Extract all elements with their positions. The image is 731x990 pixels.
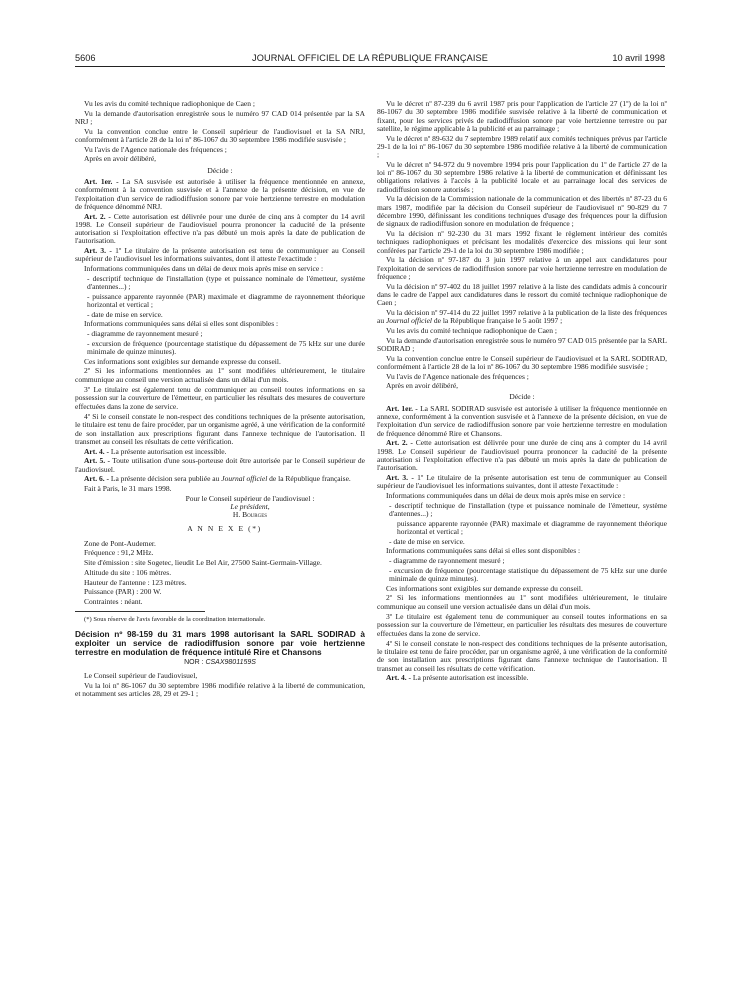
ordinal-paragraph: 4º Si le conseil constate le non-respect des conditions techniques de la présente autorisation, le titulaire est tenu de faire procéder, par un organisme agréé, à une vérification de la conformité de son installation aux prescriptions figurant dans l'annexe technique de l'autorisation. Il transmet au conseil les résultats de cette vérification. [377, 638, 667, 673]
header-rule [75, 66, 665, 67]
signatory-name: H. Bourges [232, 510, 268, 520]
visa-text: Vu la décision nº 97-414 du 22 juillet 1997 relative à la publication de la liste des fréquences au [377, 307, 667, 326]
list-item: - excursion de fréquence (pourcentage statistique du dépassement de 75 kHz sur une durée minimale de quinze minutes). [87, 338, 365, 357]
annexe-line: Hauteur de l'antenne : 123 mètres. [84, 577, 187, 587]
signature-line: Pour le Conseil supérieur de l'audiovisuel : [185, 493, 315, 503]
article-4 [75, 448, 365, 456]
annexe-line: Altitude du site : 106 mètres. [84, 567, 172, 577]
annexe-line: Site d'émission : site Sogetec, lieudit Le Bel Air, 27500 Saint-Germain-Village. [84, 558, 322, 568]
article-text: Cette autorisation est délivrée pour une durée de cinq ans à compter du 14 avril 1998. Le Conseil supérieur de l'audiovisuel pourra prononcer la caducité de la présente autorisation si l'exploitation effective n'a pas débuté un mois après la date de publication de l'autorisation. [75, 211, 365, 246]
visa-paragraph: Vu le décret nº 87-239 du 6 avril 1987 pris pour l'application de l'article 27 (1º) de la loi nº 86-1067 du 30 septembre 1986 modifiée susvisée relative à la liberté de communication et fixant, pour les services privés de radiodiffusion sonore par voie hertzienne terrestre ou par satellite, le régime applicable à la publicité et au parrainage ; [377, 100, 667, 133]
visa-paragraph: Vu la loi nº 86-1067 du 30 septembre 1986 modifiée relative à la liberté de communication, et notamment ses articles 28, 29 et 29-1 ; [75, 680, 365, 698]
article-text: La SARL SODIRAD susvisée est autorisée à utiliser la fréquence mentionnée en annexe, conformément à la convention susvisée et à l'annexe de la présente décision, en vue de l'exploitation d'un service de radiodiffusion sonore par voie hertzienne terrestre en modulation de fréquence dénommé Rire et Chansons. [377, 403, 667, 438]
article-5 [75, 457, 365, 474]
decide-heading: Décide : [207, 165, 233, 175]
journal-reference: Journal officiel [385, 316, 433, 326]
decide-heading: Décide : [509, 392, 535, 402]
list-item: - diagramme de rayonnement mesuré ; [87, 329, 203, 339]
ordinal-paragraph: 2º Si les informations mentionnées au 1º sont modifiées ultérieurement, le titulaire communique au conseil une version actualisée dans un délai d'un mois. [75, 366, 365, 384]
list-item: - date de mise en service. [389, 536, 465, 546]
visa-paragraph: Vu la demande d'autorisation enregistrée sous le numéro 97 CAD 014 présentée par la SA NRJ ; [75, 108, 365, 126]
article-text: La présente autorisation est incessible. [109, 446, 227, 456]
visa-paragraph: Vu l'avis de l'Agence nationale des fréquences ; [84, 144, 227, 154]
visa-paragraph: Vu la décision nº 92-230 du 31 mars 1992 fixant le règlement intérieur des comités techniques radiophoniques et précisant les modalités d'exercice des missions qui leur sont conférées par l'article 29-1 de la loi du 30 septembre 1986 modifiée ; [377, 229, 667, 255]
visa-paragraph: Après en avoir délibéré, [84, 154, 157, 164]
nor-code: CSAX9801159S [205, 658, 256, 666]
article-label: Art. 3. - [386, 472, 414, 482]
article-label: Art. 4. - [84, 446, 109, 456]
article-text: La présente autorisation est incessible. [411, 673, 529, 683]
annexe-line: Puissance (PAR) : 200 W. [84, 587, 162, 597]
article-label: Art. 4. - [386, 673, 411, 683]
list-item: - excursion de fréquence (pourcentage statistique du dépassement de 75 kHz sur une durée minimale de quinze minutes). [389, 565, 667, 583]
ordinal-paragraph: 4º Si le conseil constate le non-respect des conditions techniques de la présente autorisation, le titulaire est tenu de faire procéder, par un organisme agréé, à une vérification de la conformité de son installation aux prescriptions figurant dans l'annexe technique de l'autorisation. Il transmet au conseil les résultats de cette vérification. [75, 411, 365, 446]
visa-paragraph: Vu la convention conclue entre le Conseil supérieur de l'audiovisuel et la SARL SODIRAD, conformément à l'article 28 de la loi nº 86-1067 du 30 septembre 1986 modifiée susvisée ; [377, 353, 667, 371]
ordinal-paragraph: 3º Le titulaire est également tenu de communiquer au conseil toutes informations en sa possession sur la couverture de l'émetteur, en particulier les résultats des mesures de couverture effectuées dans la zone de service. [377, 611, 667, 638]
visa-paragraph: Vu la décision nº 97-187 du 3 juin 1997 relative à un appel aux candidatures pour l'exploitation de services de radiodiffusion sonore par voie hertzienne terrestre en modulation de fréquence ; [377, 255, 667, 281]
info-paragraph: Informations communiquées dans un délai de deux mois après mise en service : [386, 490, 626, 500]
article-text: Toute utilisation d'une sous-porteuse doit être autorisée par le Conseil supérieur de l'audiovisuel. [75, 456, 365, 474]
right-column [377, 100, 667, 980]
article-6 [75, 475, 365, 483]
visa-text: de la République française le 5 août 1997 ; [432, 316, 563, 326]
visa-paragraph: Vu le décret nº 94-972 du 9 novembre 1994 pris pour l'application du 1º de l'article 27 de la loi nº 86-1067 du 30 septembre 1986 relative à la liberté de communication et définissant les obligations relatives à l'accès à la publicité locale et au parrainage local des services de radiodiffusion sonore autorisés ; [377, 159, 667, 194]
signature-title: Le président, [230, 501, 270, 511]
footnote-divider [75, 611, 205, 612]
article-label: Art. 2. - [84, 211, 111, 221]
info-paragraph: Ces informations sont exigibles sur demande expresse du conseil. [84, 356, 281, 366]
article-label: Art. 3. - [84, 246, 112, 256]
article-text: 1º Le titulaire de la présente autorisation est tenu de communiquer au Conseil supérieur de l'audiovisuel les informations suivantes, dont il atteste l'exactitude : [377, 472, 667, 491]
nor-reference [75, 659, 365, 667]
article-label: Art. 2. - [386, 438, 413, 448]
article-1 [75, 178, 365, 211]
visa-paragraph: Le Conseil supérieur de l'audiovisuel, [84, 670, 198, 680]
article-2 [377, 439, 667, 472]
article-2 [75, 213, 365, 246]
visa-paragraph: Vu les avis du comité technique radiophonique de Caen ; [386, 325, 557, 335]
journal-title: JOURNAL OFFICIEL DE LA RÉPUBLIQUE FRANÇAISE [252, 53, 488, 63]
left-column [75, 100, 365, 980]
visa-paragraph: Vu la décision nº 97-402 du 18 juillet 1997 relative à la liste des candidats admis à concourir dans le cadre de l'appel aux candidatures dans le ressort du comité technique radiophonique de Caen ; [377, 281, 667, 308]
article-1 [377, 405, 667, 438]
info-paragraph: Informations communiquées sans délai si elles sont disponibles : [386, 546, 581, 556]
article-4 [377, 674, 667, 682]
visa-paragraph: Après en avoir délibéré, [386, 381, 459, 391]
article-label: Art. 1er. - [84, 176, 119, 186]
annexe-line: Contraintes : néant. [84, 596, 143, 606]
page-number: 5606 [75, 53, 96, 63]
article-3 [75, 247, 365, 264]
article-3 [377, 474, 667, 491]
list-item: - descriptif technique de l'installation (type et puissance nominale de l'émetteur, système d'antennes...) ; [87, 273, 365, 292]
annexe-line: Fréquence : 91,2 MHz. [84, 548, 154, 558]
visa-paragraph: Vu la décision de la Commission nationale de la communication et des libertés nº 87-23 du 6 mars 1987, modifiée par la décision du Conseil supérieur de l'audiovisuel nº 90-829 du 7 décembre 1990, définissant les conditions techniques d'usage des fréquences pour la diffusion de signaux de radiodiffusion sonore en modulation de fréquence ; [377, 194, 667, 229]
list-item: - date de mise en service. [87, 309, 163, 319]
info-paragraph: Informations communiquées dans un délai de deux mois après mise en service : [84, 264, 324, 274]
article-label: Art. 1er. - [386, 403, 418, 413]
visa-paragraph: Vu les avis du comité technique radiophonique de Caen ; [84, 100, 255, 108]
issue-date: 10 avril 1998 [612, 53, 665, 63]
article-text: La présente décision sera publiée au [109, 474, 222, 484]
info-paragraph: Ces informations sont exigibles sur demande expresse du conseil. [386, 583, 583, 593]
info-paragraph: Informations communiquées sans délai si elles sont disponibles : [84, 319, 279, 329]
article-label: Art. 5. - [84, 456, 110, 466]
article-text: 1º Le titulaire de la présente autorisation est tenu de communiquer au Conseil supérieur de l'audiovisuel les informations suivantes, dont il atteste l'exactitude : [75, 246, 365, 264]
visa-paragraph: Vu le décret nº 89-632 du 7 septembre 1989 relatif aux comités techniques prévus par l'article 29-1 de la loi nº 86-1067 du 30 septembre 1986 modifiée relative à la liberté de communication ; [377, 133, 667, 160]
list-item: - descriptif technique de l'installation (type et puissance nominale de l'émetteur, système d'antennes...) ; [389, 500, 667, 518]
annexe-line: Zone de Pont-Audemer. [84, 538, 156, 548]
page-header [75, 53, 665, 67]
list-item: - diagramme de rayonnement mesuré ; [389, 555, 505, 565]
visa-paragraph: Vu l'avis de l'Agence nationale des fréquences ; [386, 371, 529, 381]
journal-reference: Journal officiel [221, 474, 268, 484]
list-item: - puissance apparente rayonnée (PAR) maximale et diagramme de rayonnement théorique horizontal et vertical ; [87, 291, 365, 310]
list-item: puissance apparente rayonnée (PAR) maximale et diagramme de rayonnement théorique horizontal et vertical ; [397, 518, 667, 536]
visa-paragraph: Vu la convention conclue entre le Conseil supérieur de l'audiovisuel et la SA NRJ, conformément à l'article 28 de la loi nº 86-1067 du 30 septembre 1986 modifiée susvisée ; [75, 126, 365, 144]
signature-date: Fait à Paris, le 31 mars 1998. [84, 483, 172, 493]
article-text: La SA susvisée est autorisée à utiliser la fréquence mentionnée en annexe, conformément à la convention susvisée et à l'annexe de la présente décision, en vue de l'exploitation d'un service de radiodiffusion sonore par voie hertzienne terrestre en modulation de fréquence dénommé NRJ. [75, 176, 365, 211]
decision-title: Décision nº 98-159 du 31 mars 1998 autorisant la SARL SODIRAD à exploiter un service de radiodiffusion sonore par voie hertzienne terrestre en modulation de fréquence intitulé Rire et Chansons [75, 628, 365, 658]
ordinal-paragraph: 2º Si les informations mentionnées au 1º sont modifiées ultérieurement, le titulaire communique au conseil une version actualisée dans un délai d'un mois. [377, 593, 667, 611]
article-text: Cette autorisation est délivrée pour une durée de cinq ans à compter du 14 avril 1998. Le Conseil supérieur de l'audiovisuel pourra prononcer la caducité de la présente autorisation si l'exploitation effective n'a pas débuté un mois après la date de publication de l'autorisation. [377, 438, 667, 473]
ordinal-paragraph: 3º Le titulaire est également tenu de communiquer au conseil toutes informations en sa possession sur la couverture de l'émetteur, en particulier les résultats des mesures de couverture effectuées dans la zone de service. [75, 385, 365, 411]
article-label: Art. 6. - [84, 474, 109, 484]
visa-paragraph [377, 309, 667, 326]
nor-label: NOR : [184, 658, 206, 666]
annexe-heading: A N N E X E (*) [187, 524, 262, 534]
article-text: de la République française. [267, 474, 351, 484]
footnote: (*) Sous réserve de l'avis favorable de la coordination internationale. [84, 616, 266, 624]
visa-paragraph: Vu la demande d'autorisation enregistrée sous le numéro 97 CAD 015 présentée par la SARL SODIRAD ; [377, 335, 667, 353]
